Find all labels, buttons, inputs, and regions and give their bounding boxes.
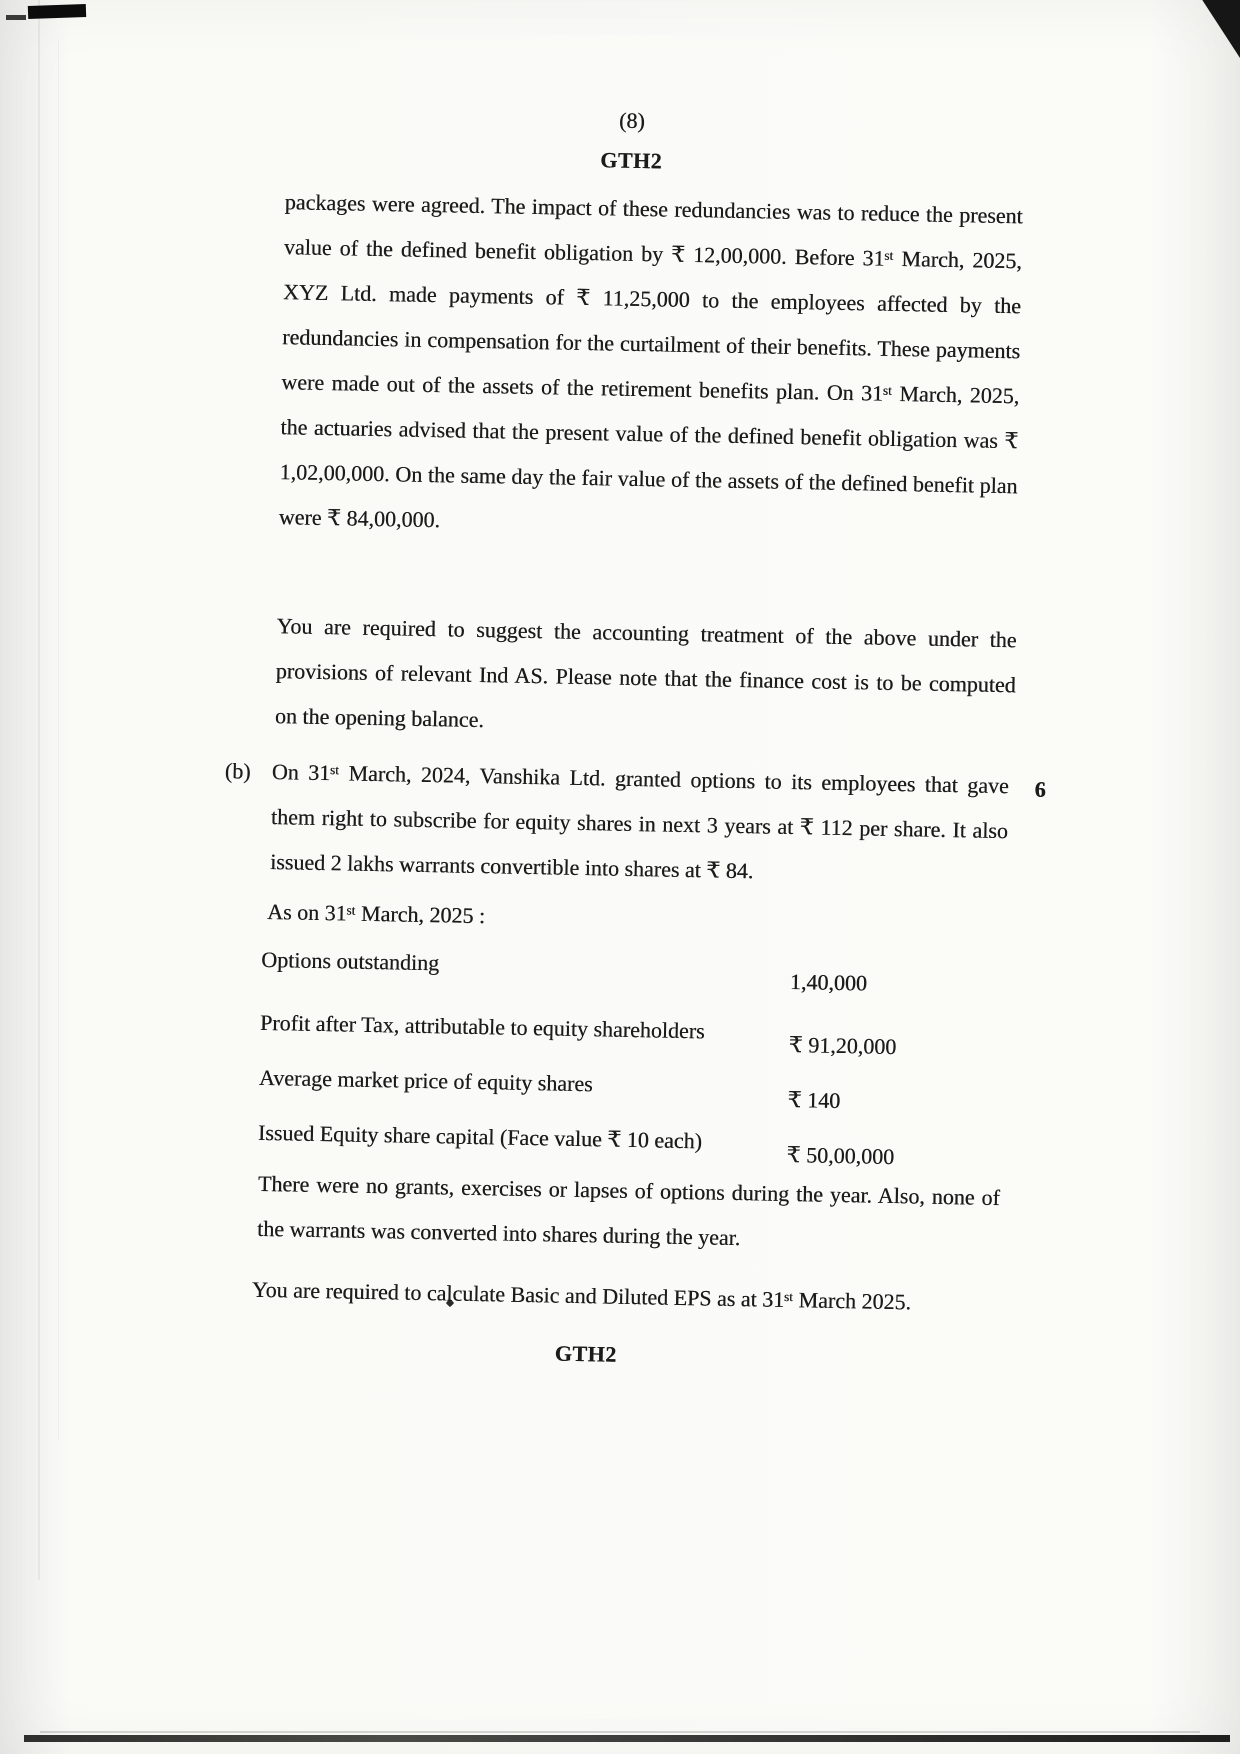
page-content — [200, 88, 1065, 1404]
question-a-body-text: packages were agreed. The impact of these redundancies was to reduce the present value of the defined benefit obligation by ₹ 12,00,000. Before 31ˢᵗ March, 2025, XYZ Ltd. made payments of ₹ 11,25,000 to the employees affected by the redundancies in compensation for the curtailment of their benefits. These payments were made out of the assets of the retirement benefits plan. On 31ˢᵗ March, 2025, the actuaries advised that the present value of the defined benefit obligation was ₹ 1,02,00,000. On the same day the fair value of the assets of the defined benefit plan were ₹ 84,00,000. — [278, 189, 1023, 533]
question-b-body-text: On 31ˢᵗ March, 2024, Vanshika Ltd. granted options to its employees that gave them right to subscribe for equity shares in next 3 years at ₹ 112 per share. It also issued 2 lakhs warrants convertible into shares at ₹ 84. — [269, 759, 1009, 884]
scan-shadow-line — [40, 1731, 1200, 1733]
figure-label: Options outstanding — [261, 946, 440, 976]
figure-value: 1,40,000 — [789, 969, 868, 996]
question-b-marks: 6 — [1034, 776, 1046, 802]
figure-label: Average market price of equity shares — [258, 1064, 593, 1097]
figure-label: Issued Equity share capital (Face value ₹ 10 each) — [257, 1119, 703, 1154]
figures-table — [257, 937, 1021, 1177]
scan-mark-top-left-small — [6, 15, 26, 20]
figure-row — [258, 1110, 1019, 1170]
figure-value: ₹ 140 — [787, 1086, 841, 1113]
question-b-label: (b) — [224, 758, 251, 784]
scan-mark-top-left — [28, 4, 86, 19]
as-on-date-heading: As on 31ˢᵗ March, 2025 : — [266, 898, 486, 929]
question-b — [223, 748, 1015, 898]
paper-code-header: GTH2 — [599, 147, 663, 174]
question-b-note-text: There were no grants, exercises or lapses of options during the year. Also, none of the warrants was converted into shares during the year. — [256, 1170, 1001, 1251]
page-number: (8) — [618, 107, 646, 134]
figure-value: ₹ 91,20,000 — [788, 1032, 897, 1060]
paper-crease-line — [58, 40, 59, 1440]
figure-row — [261, 937, 1022, 997]
scan-mark-top-right-corner — [1194, 0, 1240, 58]
paper-code-footer: GTH2 — [554, 1340, 617, 1367]
question-b-requirement-text: You are required to calculate Basic and Diluted EPS as at 31ˢᵗ March 2025. — [251, 1276, 912, 1315]
question-a-requirement-text: You are required to suggest the accounting treatment of the above under the provisions of relevant Ind AS. Please note that the finance cost is to be computed on the opening balance. — [274, 613, 1017, 733]
scan-mark-bottom-strip — [24, 1735, 1230, 1742]
figure-label: Profit after Tax, attributable to equity shareholders — [259, 1009, 705, 1044]
figure-row — [260, 1000, 1021, 1060]
figure-value: ₹ 50,00,000 — [786, 1141, 895, 1170]
figure-row — [259, 1055, 1020, 1115]
paper-crease-line — [38, 0, 40, 1580]
